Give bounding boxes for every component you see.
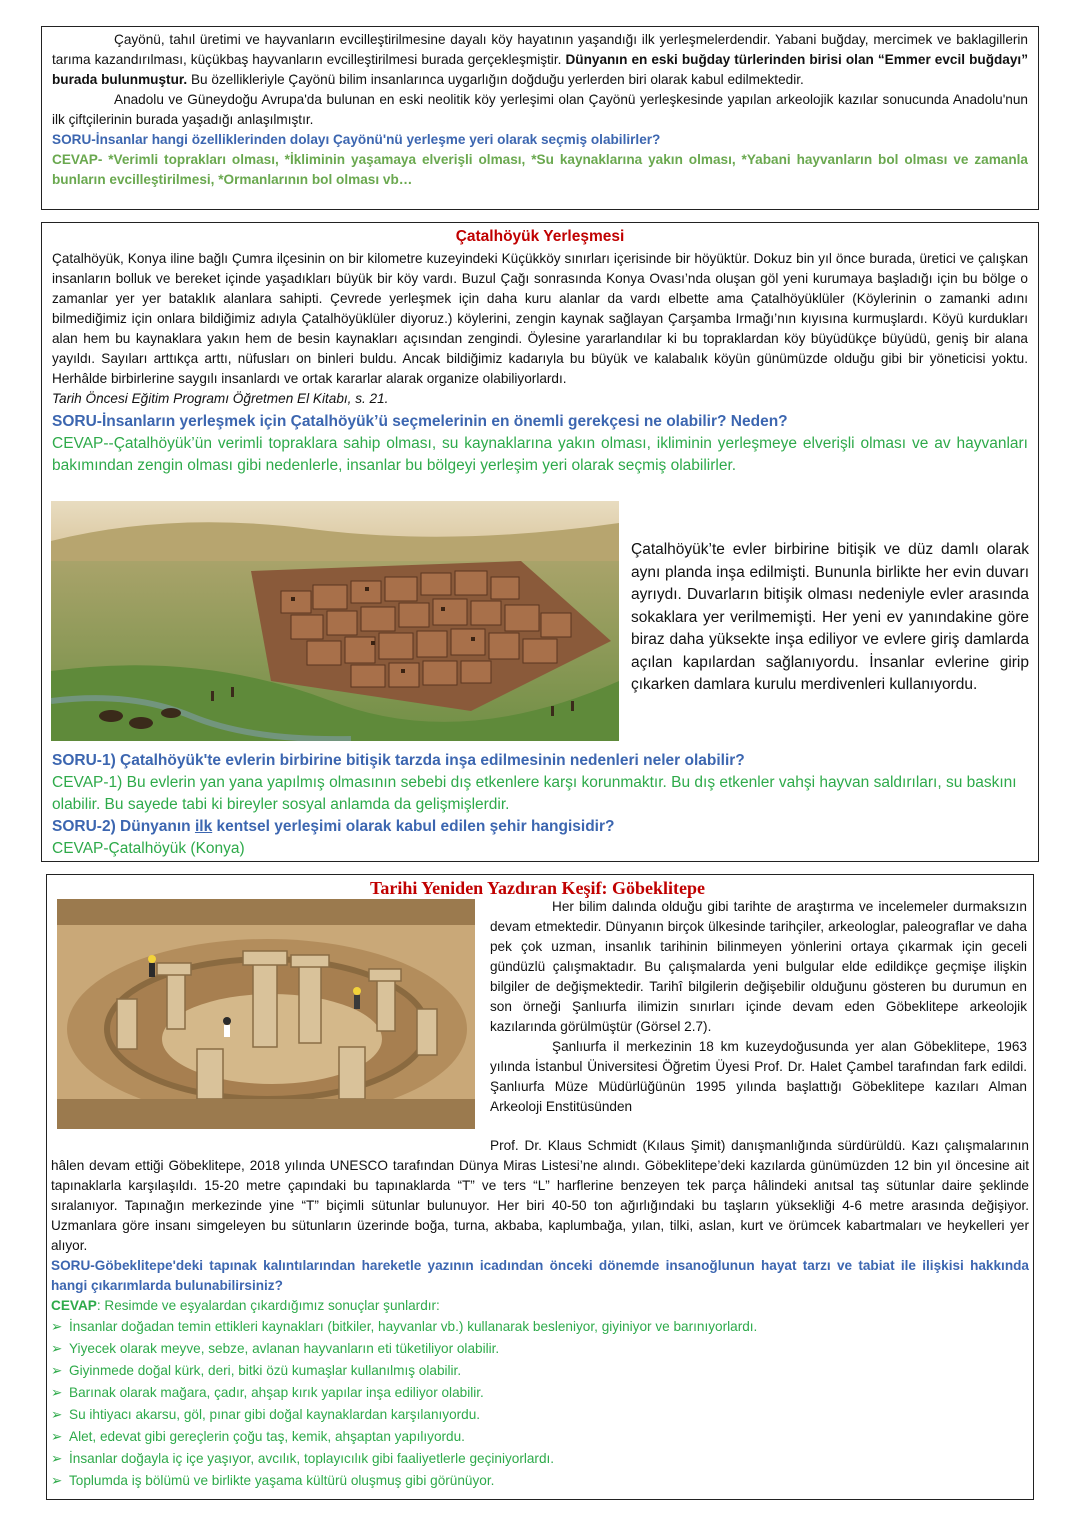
question-2-end: kentsel yerleşimi olarak kabul edilen şehir hangisidir? — [212, 818, 615, 835]
list-item-text: Giyinmede doğal kürk, deri, bitki özü kumaşlar kullanılmış olabilir. — [69, 1363, 462, 1378]
answer-intro-text: : Resimde ve eşyalardan çıkardığımız sonuçlar şunlardır: — [96, 1298, 440, 1313]
answer-label: CEVAP — [51, 1298, 97, 1313]
arrow-bullet-icon: ➢ — [51, 1341, 63, 1356]
gobeklitepe-text-lower — [51, 1136, 1029, 1492]
cayonu-text-a: Çayönü, tahıl üretimi ve hayvanların evcilleştirilmesine dayalı köy hayatının yaşandığı ilk yerleşmelerdendir. Yabani buğday, mercimek ve baklagillerin tarıma kazandırılması, küçükbaş hayvanların evcilleştirilmesi burada gerçekleşmiştir. — [52, 32, 1028, 67]
arrow-bullet-icon: ➢ — [51, 1363, 63, 1378]
arrow-bullet-icon: ➢ — [51, 1407, 63, 1422]
cayonu-text-bold: Dünyanın en eski buğday türlerinden birisi olan “Emmer evcil buğdayı” burada bulunmuştur. — [52, 52, 1029, 87]
gobeklitepe-title: Tarihi Yeniden Yazdıran Keşif: Göbeklitepe — [369, 878, 706, 898]
list-item — [51, 1448, 1029, 1470]
gobeklitepe-answer-list — [51, 1316, 1029, 1492]
gobeklitepe-answer-intro — [51, 1296, 1029, 1316]
arrow-bullet-icon: ➢ — [51, 1429, 63, 1444]
arrow-bullet-icon: ➢ — [51, 1473, 63, 1488]
catalhoyuk-qa — [52, 750, 1030, 860]
catalhoyuk-question: SORU-İnsanların yerleşmek için Çatalhöyük’ü seçmelerinin en önemli gerekçesi ne olabilir? Neden? — [52, 413, 788, 430]
gobeklitepe-section — [46, 874, 1034, 1500]
list-item-text: Alet, edevat gibi gereçlerin çoğu taş, kemik, ahşaptan yapılıyordu. — [69, 1429, 465, 1444]
list-item — [51, 1338, 1029, 1360]
arrow-bullet-icon: ➢ — [51, 1319, 63, 1334]
catalhoyuk-paragraph: Çatalhöyük, Konya iline bağlı Çumra ilçesinin on bir kilometre kuzeyindeki Küçükköy sınırları içerisinde bir höyüktür. Dokuz bin yıl önce burada, üretici ve çalışkan insanların bolluk ve bereket içinde yaşadıkları büyük bir köy vardı. Buzul Çağı sonrasında Konya Ovası’nda oluşan göl yeni kurumaya başladığı için bu bölge o zamanlar yer yer bataklık alanlara sahipti. Çevrede yerleşmek için daha kuru alanlar da vardı elbette ama Çatalhöyüklüler (Köylerinin o zamanki adını bilmediğimiz için onlara bildiğimiz adıyla Çatalhöyüklüler diyoruz.) köylerini, zengin kaynak sağlayan Çarşamba Irmağı’nın kıyısına kurmuşlardı. Köyü kurdukları alan hem bu kaynaklara yakın hem de besin kaynakları açısından zengindi. Öylesine yararlandılar ki bu topraklardan köy büyüdükçe büyüdü, geniş bir alana yayıldı. Sayıları arttıkça arttı, nüfusları on binleri buldu. Ancak bildiğimiz kadarıyla bu büyük ve kalabalık köyün günümüzde olduğu gibi bir yöneticisi yoktu. Herhâlde birbirlerine saygılı insanlardı ve ortak kararlar alarak organize olabiliyorlardı. — [52, 251, 1028, 386]
catalhoyuk-illustration-svg — [51, 501, 619, 741]
list-item-text: Toplumda iş bölümü ve birlikte yaşama kültürü oluşmuş gibi görünüyor. — [69, 1473, 495, 1488]
list-item — [51, 1360, 1029, 1382]
cayonu-paragraph-2: Anadolu ve Güneydoğu Avrupa'da bulunan en eski neolitik köy yerleşimi olan Çayönü yerleşkesinde yapılan arkeolojik kazılar sonucunda Anadolu'nun ilk çiftçilerinin burada yaşadığı anlaşılmıştır. — [52, 92, 1028, 127]
catalhoyuk-answer-2: CEVAP-Çatalhöyük (Konya) — [52, 840, 245, 857]
cayonu-text-c: Bu özellikleriyle Çayönü bilim insanlarınca uygarlığın doğduğu yerlerden biri olarak kabul edilmektedir. — [190, 72, 804, 87]
catalhoyuk-question-1: SORU-1) Çatalhöyük'te evlerin birbirine bitişik tarzda inşa edilmesinin nedenleri neler olabilir? — [52, 752, 745, 769]
catalhoyuk-source: Tarih Öncesi Eğitim Programı Öğretmen El Kitabı, s. 21. — [52, 391, 389, 406]
arrow-bullet-icon: ➢ — [51, 1385, 63, 1400]
catalhoyuk-illustration — [51, 501, 619, 741]
gobeklitepe-text-right — [490, 897, 1027, 1117]
list-item-text: Barınak olarak mağara, çadır, ahşap kırık yapılar inşa ediliyor olabilir. — [69, 1385, 484, 1400]
cayonu-paragraph-1 — [52, 30, 1028, 90]
list-item-text: Su ihtiyacı akarsu, göl, pınar gibi doğal kaynaklardan karşılanıyordu. — [69, 1407, 481, 1422]
gobeklitepe-photo-svg — [57, 899, 475, 1129]
gobeklitepe-paragraph-3: Prof. Dr. Klaus Schmidt (Kılaus Şimit) danışmanlığında sürdürüldü. Kazı çalışmalarının hâlen devam ettiği Göbeklitepe, 2018 yılında UNESCO tarafından Dünya Miras Listesi’ne alındı. Göbeklitepe’deki kazılarda günümüzden 12 bin yıl öncesine ait tapınaklarla karşılaşıldı. 15-20 metre çapındaki bu tapınaklarda “T” ve ters “L” harflerine benzeyen tek parça hâlindeki anıtsal taş sütunlar daire şeklinde sıralanıyor. Tapınağın merkezinde yine “T” biçimli sütunlar bulunuyor. Her biri 40-50 ton ağırlığındaki bu taşların yüksekliği 4-6 metre arasında değişiyor. Uzmanlara göre insanı simgeleyen bu sütunların üzerinde boğa, turna, akbaba, kaplumbağa, yılan, tilki, aslan, kurt ve örümcek kabartmaları ve heykelleri yer alıyor. — [51, 1138, 1029, 1253]
cayonu-question: SORU-İnsanlar hangi özelliklerinden dolayı Çayönü'nü yerleşme yeri olarak seçmiş olabilirler? — [52, 132, 661, 147]
catalhoyuk-answer: CEVAP--Çatalhöyük’ün verimli topraklara sahip olması, su kaynaklarına yakın olması, ikliminin yerleşmeye elverişli olması ve av hayvanları bakımından zengin olması gibi nedenlerle, insanlar bu bölgeyi yerleşim yeri olarak seçmiş olabilirler. — [52, 435, 1028, 474]
list-item — [51, 1382, 1029, 1404]
list-item — [51, 1404, 1029, 1426]
cayonu-answer: CEVAP- *Verimli toprakları olması, *İkliminin yaşamaya elverişli olması, *Su kaynaklarına yakın olması, *Yabani hayvanların bol olması ve zamanla bunların evcilleştirilmesi, *Ormanlarının bol olması vb… — [52, 152, 1028, 187]
gobeklitepe-question: SORU-Göbeklitepe'deki tapınak kalıntılarından hareketle yazının icadından önceki dönemde insanoğlunun hayat tarzı ve tabiat ile ilişkisi hakkında hangi çıkarımlarda bulunabilirsiniz? — [51, 1258, 1029, 1293]
list-item — [51, 1470, 1029, 1492]
catalhoyuk-answer-1: CEVAP-1) Bu evlerin yan yana yapılmış olmasının sebebi dış etkenlere karşı korunmaktır. Bu dış etkenler vahşi hayvan saldırıları, su baskını olabilir. Bu sayede tabi ki bireyler sosyal anlamda da gelişmişlerdir. — [52, 774, 1017, 813]
list-item-text: İnsanlar doğadan temin ettikleri kaynakları (bitkiler, hayvanlar vb.) kullanarak besleniyor, giyiniyor ve barınıyorlardı. — [69, 1319, 758, 1334]
list-item — [51, 1426, 1029, 1448]
gobeklitepe-paragraph-1: Her bilim dalında olduğu gibi tarihte de araştırma ve incelemeler durmaksızın devam etmektedir. Dünyanın birçok ülkesinde tarihçiler, arkeologlar, paleograflar ve daha pek çok uzman, insanlık tarihinin bilinmeyen yönlerini ortaya çıkarmak için geceli gündüzlü çalışmaktadır. Bu çalışmalarda yeni bulgular elde edildikçe geçmişe ilişkin bilgiler de değişmektedir. Tarihî bilgilerin değişebilir olduğunu gösteren bu durumun en son örneği Şanlıurfa ilimizin sınırları içinde devam eden Göbeklitepe arkeolojik kazılarında görülmüştür (Görsel 2.7). — [490, 899, 1027, 1034]
list-item — [51, 1316, 1029, 1338]
catalhoyuk-question-2 — [52, 816, 1030, 838]
question-2-start: SORU-2) Dünyanın — [52, 818, 195, 835]
question-2-underlined: ilk — [194, 818, 213, 835]
cayonu-section — [41, 26, 1039, 210]
gobeklitepe-photo — [57, 899, 475, 1129]
catalhoyuk-section — [41, 222, 1039, 862]
catalhoyuk-side-text: Çatalhöyük’te evler birbirine bitişik ve düz damlı olarak aynı planda inşa edilmişti. Bununla birlikte her evin duvarı ayrıydı. Duvarların bitişik olması nedeniyle evler arasında sokaklara yer verilmemişti. Her yeni ev yanındakine göre biraz daha yüksekte inşa ediliyor ve evlere giriş damlarda açılan kapılardan sağlanıyordu. İnsanlar evlerine girip çıkarken damlara kurulu merdivenleri kullanıyordu. — [631, 541, 1029, 693]
catalhoyuk-title: Çatalhöyük Yerleşmesi — [455, 228, 625, 245]
list-item-text: İnsanlar doğayla iç içe yaşıyor, avcılık, toplayıcılık gibi faaliyetlerle geçiniyorlardı. — [69, 1451, 555, 1466]
arrow-bullet-icon: ➢ — [51, 1451, 63, 1466]
gobeklitepe-paragraph-2: Şanlıurfa il merkezinin 18 km kuzeydoğusunda yer alan Göbeklitepe, 1963 yılında İstanbul Üniversitesi Öğretim Üyesi Prof. Dr. Halet Çambel tarafından fark edildi. Şanlıurfa Müze Müdürlüğünün 1995 yılında başlattığı Göbeklitepe kazıları Alman Arkeoloji Enstitüsünden — [490, 1039, 1027, 1114]
list-item-text: Yiyecek olarak meyve, sebze, avlanan hayvanların eti tüketiliyor olabilir. — [69, 1341, 500, 1356]
